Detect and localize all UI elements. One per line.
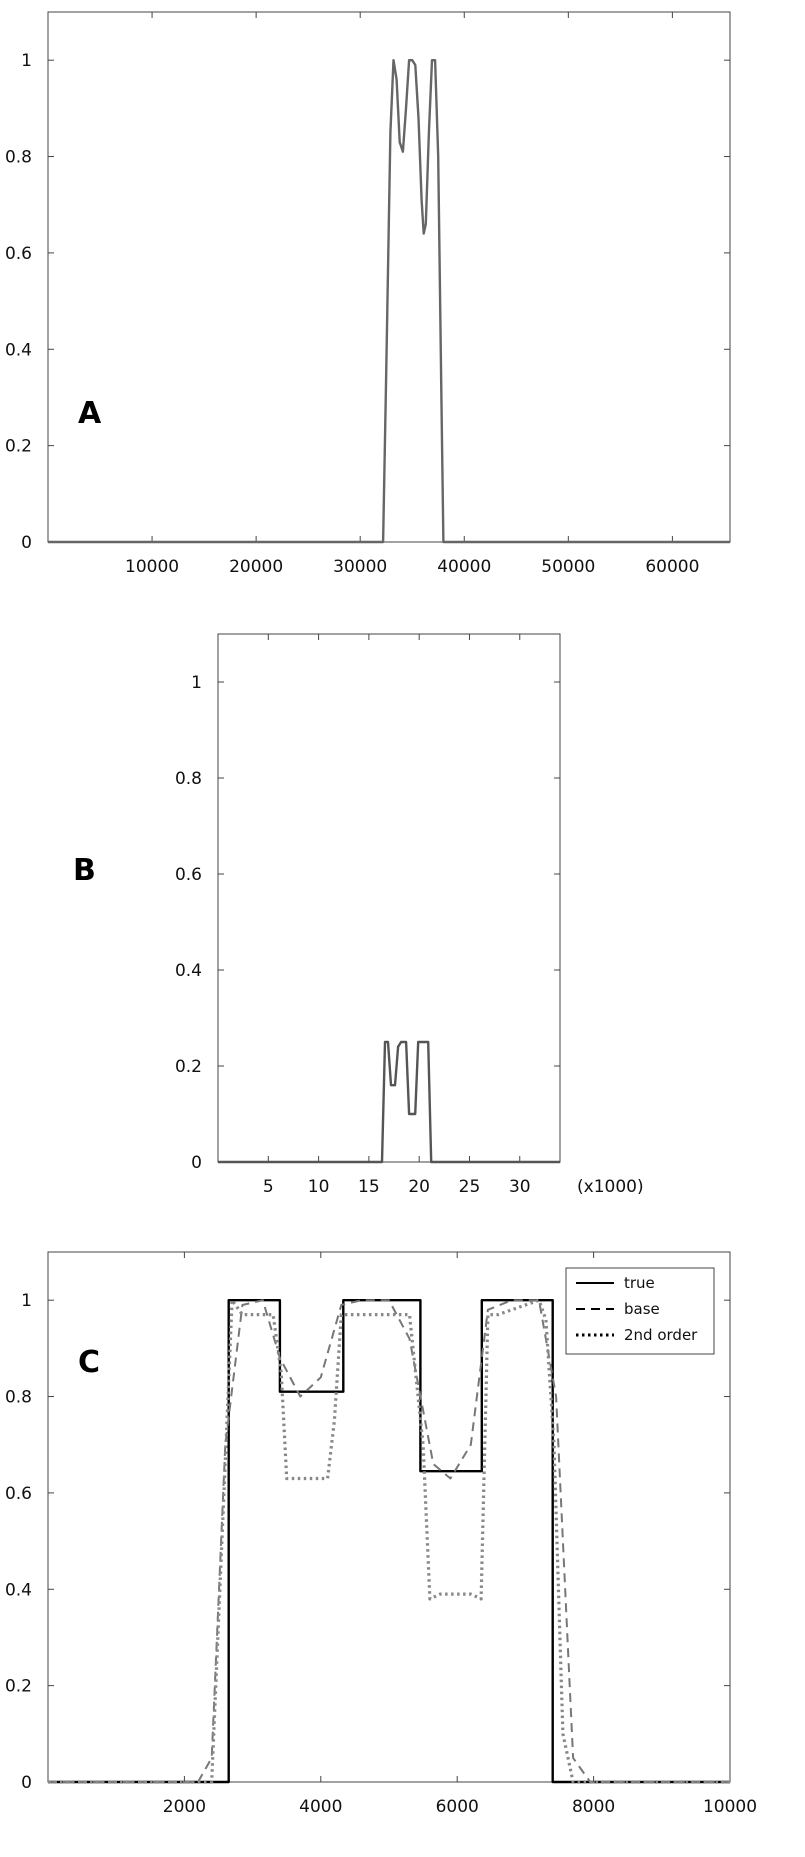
x-tick-label: 10000 [125,557,180,577]
y-tick-label: 1 [21,1291,32,1312]
y-tick-label: 0.2 [4,1676,32,1697]
series-line-true [48,1300,730,1782]
y-tick-label: 1 [191,673,202,693]
y-tick-label: 0 [191,1153,202,1173]
y-tick-label: 0.2 [174,1057,202,1077]
legend [566,1268,714,1354]
x-tick-label: 40000 [437,557,492,577]
panel-label: B [73,853,96,888]
x-tick-label: 20000 [229,557,284,577]
x-tick-label: 10 [307,1177,330,1197]
y-tick-label: 0.8 [174,769,202,789]
y-tick-label: 0.6 [174,865,202,885]
x-tick-label: 15 [358,1177,380,1197]
x-tick-label: 30 [508,1177,531,1197]
y-tick-label: 0.2 [4,436,32,457]
y-tick-label: 0.8 [4,1387,32,1408]
legend-label-base: base [624,1300,660,1318]
x-tick-label: 20 [408,1177,430,1197]
x-tick-label: 30000 [333,557,388,577]
legend-label-2nd-order: 2nd order [624,1326,698,1344]
y-tick-label: 1 [21,51,32,72]
chart-panel-c [5,1252,757,1817]
y-tick-label: 0.6 [4,1483,32,1504]
panel-label: A [78,396,102,431]
y-tick-label: 0 [21,533,32,553]
chart-panel-a [5,12,730,577]
plot-frame [218,634,560,1162]
x-tick-label: 50000 [541,557,596,577]
y-tick-label: 0.4 [174,961,202,981]
x-tick-label: 5 [262,1177,274,1197]
y-tick-label: 0.4 [4,340,32,361]
x-tick-label: 4000 [299,1797,343,1817]
y-tick-label: 0.4 [4,1580,32,1601]
y-tick-label: 0.6 [4,243,32,264]
y-tick-label: 0.8 [4,147,32,168]
y-tick-label: 0 [21,1773,32,1793]
series-line-2nd-order [48,1300,730,1782]
x-multiplier-label: (x1000) [577,1177,644,1197]
x-tick-label: 8000 [571,1797,616,1817]
series-line-panel-a [48,60,730,542]
x-tick-label: 25 [458,1177,481,1197]
series-line-base [48,1300,730,1782]
x-tick-label: 60000 [645,557,700,577]
panel-label: C [78,1345,101,1380]
x-tick-label: 10000 [702,1797,758,1817]
legend-label-true: true [624,1274,655,1292]
series-line-panel-b [218,1042,560,1162]
x-tick-label: 6000 [435,1797,479,1817]
chart-panel-b [73,634,644,1197]
x-tick-label: 2000 [162,1797,207,1817]
